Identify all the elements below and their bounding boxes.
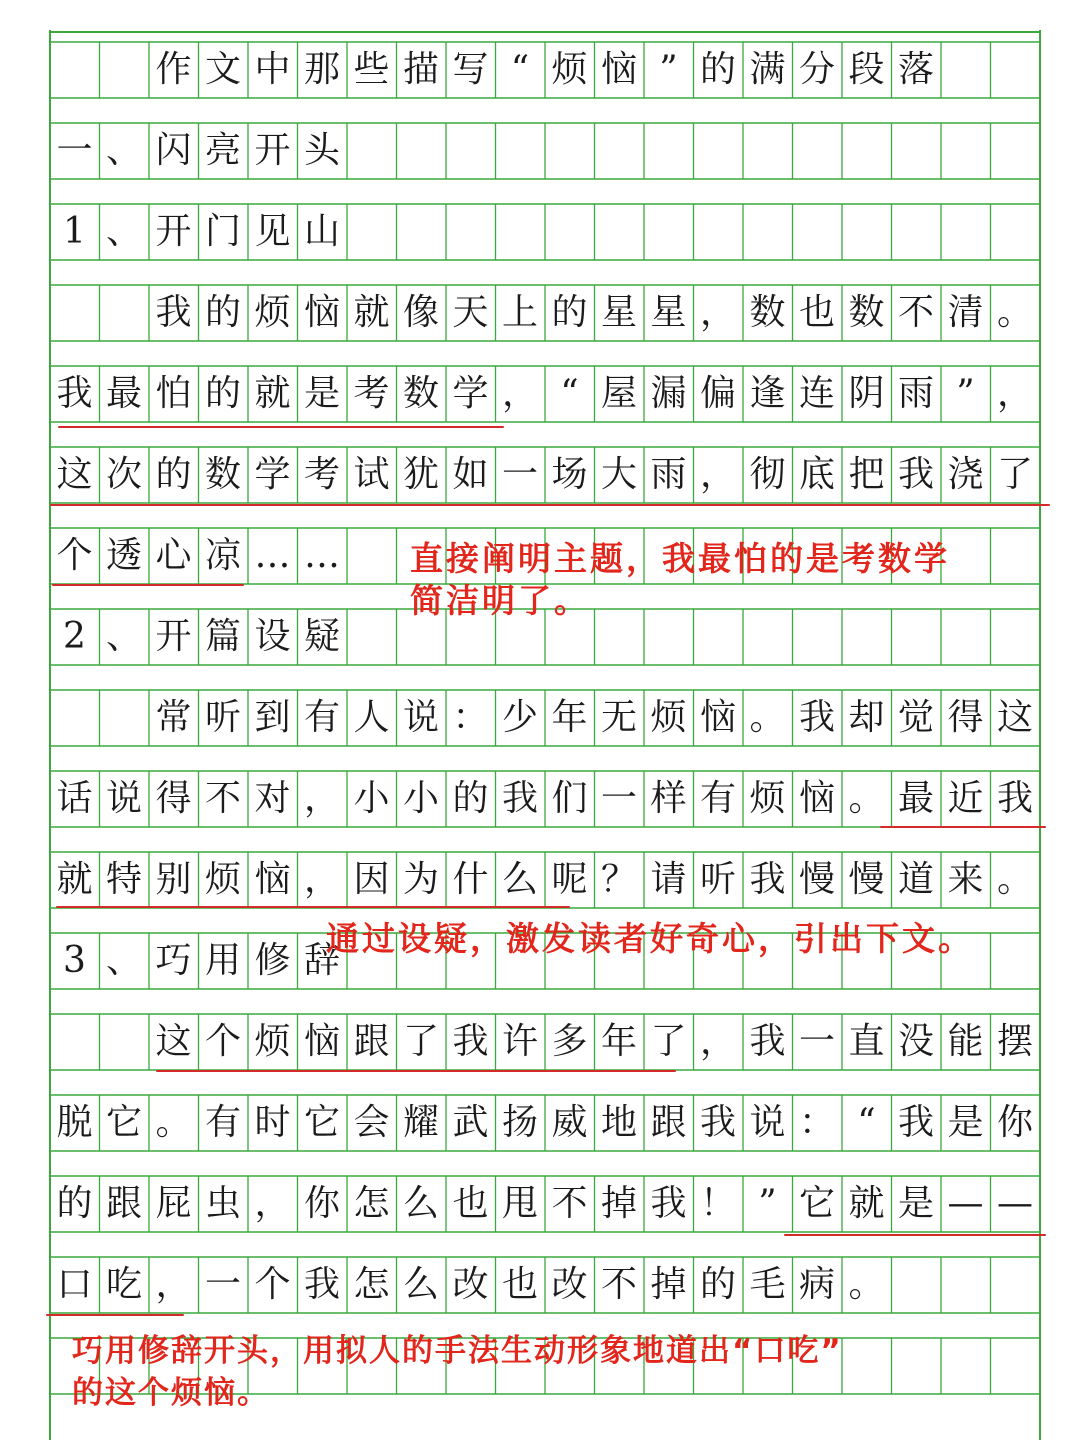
grid-character: 恼 [254, 859, 291, 900]
grid-character: 辞 [303, 940, 340, 981]
grid-character: 星 [650, 292, 687, 333]
grid-character: 烦 [650, 697, 687, 738]
annotation-3-line-2: 的这个烦恼。 [72, 1375, 270, 1411]
grid-character: 掉 [600, 1183, 637, 1224]
grid-character: 特 [105, 859, 142, 900]
grid-character: 设 [254, 616, 291, 657]
grid-character: ： [798, 1102, 835, 1143]
grid-character: 、 [105, 130, 142, 171]
grid-character: 落 [897, 49, 934, 90]
grid-character: 近 [947, 778, 984, 819]
grid-character: ， [155, 1264, 192, 1305]
grid-character: 恼 [699, 697, 736, 738]
grid-character: 恼 [798, 778, 835, 819]
grid-character: 我 [749, 859, 786, 900]
grid-character: 你 [303, 1183, 340, 1224]
grid-character: 跟 [650, 1102, 687, 1143]
grid-character: 也 [501, 1264, 538, 1305]
annotation-3-line-1: 巧用修辞开头，用拟人的手法生动形象地道出“口吃” [72, 1333, 843, 1369]
grid-character: 扬 [501, 1102, 538, 1143]
grid-character: ” [956, 373, 975, 414]
grid-character: 跟 [353, 1021, 390, 1062]
grid-character: 么 [402, 1183, 439, 1224]
grid-character: 屁 [155, 1183, 192, 1224]
grid-character: 。 [996, 292, 1033, 333]
grid-character: 个 [254, 1264, 291, 1305]
grid-character: 了 [650, 1021, 687, 1062]
grid-character: 的 [452, 778, 489, 819]
grid-character: 常 [155, 697, 192, 738]
grid-character: 得 [155, 778, 192, 819]
grid-character: 心 [155, 535, 192, 576]
grid-character: 阴 [848, 373, 885, 414]
grid-character: 一 [501, 454, 538, 495]
grid-character: 我 [303, 1264, 340, 1305]
grid-character: 了 [996, 454, 1033, 495]
grid-character: 巧 [155, 940, 192, 981]
grid-character: 话 [56, 778, 93, 819]
grid-character: 的 [155, 454, 192, 495]
grid-character: 。 [155, 1102, 192, 1143]
grid-character: 什 [452, 859, 489, 900]
grid-character: ？ [600, 859, 637, 900]
grid-character: 天 [452, 292, 489, 333]
grid-character: 如 [452, 454, 489, 495]
grid-character: 凉 [204, 535, 241, 576]
grid-character: 修 [254, 940, 291, 981]
grid-character: 写 [452, 49, 489, 90]
grid-character: 也 [798, 292, 835, 333]
grid-character: 直 [848, 1021, 885, 1062]
grid-character: 别 [155, 859, 192, 900]
grid-character: 试 [353, 454, 390, 495]
grid-character: 慢 [798, 859, 835, 900]
grid-character: 掉 [650, 1264, 687, 1305]
grid-character: 人 [353, 697, 390, 738]
grid-character: 就 [56, 859, 93, 900]
grid-character: ” [659, 49, 678, 90]
grid-character: 学 [452, 373, 489, 414]
grid-character: 我 [650, 1183, 687, 1224]
grid-character: 我 [897, 454, 934, 495]
grid-character: 描 [402, 49, 439, 90]
grid-character: 说 [105, 778, 142, 819]
grid-character: 满 [749, 49, 786, 90]
grid-character: 用 [204, 940, 241, 981]
grid-character: 最 [105, 373, 142, 414]
grid-character: — [997, 1183, 1033, 1224]
grid-character: 作 [155, 49, 192, 90]
grid-character: 威 [551, 1102, 588, 1143]
grid-character: 是 [947, 1102, 984, 1143]
grid-character: 不 [600, 1264, 637, 1305]
grid-character: 亮 [204, 130, 241, 171]
grid-character: 烦 [204, 859, 241, 900]
grid-character: 会 [353, 1102, 390, 1143]
grid-character: 我 [501, 778, 538, 819]
grid-character: 恼 [600, 49, 637, 90]
grid-character: 口 [56, 1264, 93, 1305]
grid-character: ， [501, 373, 538, 414]
grid-character: 开 [254, 130, 291, 171]
grid-character: 次 [105, 454, 142, 495]
grid-character: 透 [105, 535, 142, 576]
grid-character: 甩 [501, 1183, 538, 1224]
grid-character: 跟 [105, 1183, 142, 1224]
grid-character: 恼 [303, 1021, 340, 1062]
grid-character: 时 [254, 1102, 291, 1143]
grid-character: 听 [204, 697, 241, 738]
grid-character: 小 [402, 778, 439, 819]
grid-character: ， [699, 292, 736, 333]
grid-character: 2 [63, 616, 86, 657]
underline-1 [58, 426, 504, 428]
grid-character: 犹 [402, 454, 439, 495]
grid-character: 年 [551, 697, 588, 738]
grid-character: 我 [56, 373, 93, 414]
grid-character: 个 [204, 1021, 241, 1062]
grid-character: ， [254, 1183, 291, 1224]
underline-2 [50, 504, 1050, 506]
underline-7 [784, 1234, 1046, 1236]
grid-character: 恼 [303, 292, 340, 333]
grid-character: 没 [897, 1021, 934, 1062]
grid-character: ， [303, 778, 340, 819]
annotation-2 [326, 918, 974, 960]
grid-character: 有 [303, 697, 340, 738]
grid-character: 烦 [254, 1021, 291, 1062]
grid-character: 一 [798, 1021, 835, 1062]
grid-character: 摆 [996, 1021, 1033, 1062]
grid-character: 的 [204, 292, 241, 333]
grid-character: 的 [699, 49, 736, 90]
grid-character: “ [857, 1102, 876, 1143]
grid-character: 数 [848, 292, 885, 333]
grid-character: 是 [303, 373, 340, 414]
grid-character: 烦 [749, 778, 786, 819]
grid-character: 道 [897, 859, 934, 900]
grid-character: ， [996, 373, 1033, 414]
grid-character: “ [510, 49, 530, 90]
annotation-3 [72, 1330, 843, 1414]
grid-character: 有 [204, 1102, 241, 1143]
grid-character: 的 [204, 373, 241, 414]
grid-character: 连 [798, 373, 835, 414]
grid-character: 我 [155, 292, 192, 333]
grid-character: 3 [63, 940, 86, 981]
grid-character: 来 [947, 859, 984, 900]
grid-character: 屋 [600, 373, 637, 414]
grid-character: 大 [600, 454, 637, 495]
grid-character: 学 [254, 454, 291, 495]
grid-character: 它 [105, 1102, 142, 1143]
grid-character: 把 [848, 454, 885, 495]
grid-character: 小 [353, 778, 390, 819]
grid-character: 的 [551, 292, 588, 333]
grid-character: 彻 [749, 454, 786, 495]
grid-character: 疑 [303, 616, 340, 657]
grid-character: 脱 [56, 1102, 93, 1143]
grid-character: 、 [105, 940, 142, 981]
underline-4 [880, 826, 1046, 828]
grid-character: ” [758, 1183, 777, 1224]
grid-character: 能 [947, 1021, 984, 1062]
grid-character: ， [699, 454, 736, 495]
grid-character: 这 [155, 1021, 192, 1062]
grid-character: 考 [353, 373, 390, 414]
grid-character: 、 [105, 211, 142, 252]
grid-character: 怕 [155, 373, 192, 414]
grid-character: 慢 [848, 859, 885, 900]
grid-character: 虫 [204, 1183, 241, 1224]
grid-character: ， [303, 859, 340, 900]
grid-character: 呢 [551, 859, 588, 900]
grid-character: “ [560, 373, 579, 414]
grid-character: 我 [798, 697, 835, 738]
grid-character: 也 [452, 1183, 489, 1224]
grid-character: 、 [105, 616, 142, 657]
grid-character: 地 [600, 1102, 637, 1143]
grid-character: 觉 [897, 697, 934, 738]
grid-character: 我 [699, 1102, 736, 1143]
grid-character: 。 [848, 778, 885, 819]
grid-character: 毛 [749, 1264, 786, 1305]
grid-character: 这 [56, 454, 93, 495]
grid-character: 说 [402, 697, 439, 738]
annotation-1 [410, 538, 950, 622]
grid-character: 山 [303, 211, 340, 252]
grid-character: 是 [897, 1183, 934, 1224]
underline-6 [156, 1070, 676, 1072]
grid-character: 中 [254, 49, 291, 90]
grid-character: 就 [848, 1183, 885, 1224]
grid-character: ！ [699, 1183, 736, 1224]
grid-character: 你 [996, 1102, 1033, 1143]
grid-character: 。 [749, 697, 786, 738]
grid-character: 数 [204, 454, 241, 495]
grid-character: 些 [353, 49, 390, 90]
grid-character: 它 [303, 1102, 340, 1143]
grid-character: 得 [947, 697, 984, 738]
grid-character: 不 [551, 1183, 588, 1224]
grid-character: 们 [551, 778, 588, 819]
grid-character: 浇 [947, 454, 984, 495]
grid-character: 最 [897, 778, 934, 819]
grid-character: 一 [204, 1264, 241, 1305]
grid-character: 闪 [155, 130, 192, 171]
grid-character: 许 [501, 1021, 538, 1062]
grid-character: 那 [303, 49, 340, 90]
grid-character: 病 [798, 1264, 835, 1305]
grid-character: 底 [798, 454, 835, 495]
grid-character: 么 [402, 1264, 439, 1305]
grid-character: 怎 [353, 1264, 390, 1305]
grid-character: 数 [749, 292, 786, 333]
grid-character: 样 [650, 778, 687, 819]
grid-character: — [947, 1183, 984, 1224]
grid-character: 多 [551, 1021, 588, 1062]
grid-character: 雨 [650, 454, 687, 495]
grid-character: 烦 [551, 49, 588, 90]
grid-character: 篇 [204, 616, 241, 657]
grid-character: 就 [353, 292, 390, 333]
grid-character: 。 [848, 1264, 885, 1305]
grid-character: … [254, 535, 291, 576]
grid-character: 头 [303, 130, 340, 171]
grid-character: 见 [254, 211, 291, 252]
grid-character: 段 [848, 49, 885, 90]
grid-character: 。 [996, 859, 1033, 900]
grid-character: 清 [947, 292, 984, 333]
underline-8 [46, 1314, 184, 1316]
grid-character: 文 [204, 49, 241, 90]
underline-3 [52, 584, 244, 586]
annotation-2-line-1: 通过设疑，激发读者好奇心，引出下文。 [326, 919, 974, 958]
grid-character: 我 [897, 1102, 934, 1143]
grid-character: 耀 [402, 1102, 439, 1143]
grid-character: 像 [402, 292, 439, 333]
grid-character: 怎 [353, 1183, 390, 1224]
grid-character: 的 [699, 1264, 736, 1305]
grid-character: 说 [749, 1102, 786, 1143]
grid-character: 考 [303, 454, 340, 495]
grid-character: 逢 [749, 373, 786, 414]
grid-character: … [304, 535, 340, 576]
grid-character: 星 [600, 292, 637, 333]
grid-character: 1 [63, 211, 86, 252]
grid-character: 有 [699, 778, 736, 819]
grid-character: 场 [551, 454, 588, 495]
grid-character: 了 [402, 1021, 439, 1062]
grid-character: 武 [452, 1102, 489, 1143]
grid-character: 么 [501, 859, 538, 900]
grid-character: 我 [996, 778, 1033, 819]
grid-character: 我 [452, 1021, 489, 1062]
grid-character: 年 [600, 1021, 637, 1062]
grid-character: 烦 [254, 292, 291, 333]
grid-character: 听 [699, 859, 736, 900]
grid-character: 偏 [699, 373, 736, 414]
grid-character: 不 [204, 778, 241, 819]
annotation-1-line-1: 直接阐明主题，我最怕的是考数学 [410, 539, 950, 578]
grid-character: 少 [501, 697, 538, 738]
annotation-1-line-2: 简洁明了。 [410, 581, 590, 620]
grid-character: 它 [798, 1183, 835, 1224]
grid-character: 为 [402, 859, 439, 900]
grid-character: 分 [798, 49, 835, 90]
grid-character: 因 [353, 859, 390, 900]
grid-character: 数 [402, 373, 439, 414]
grid-character: ， [699, 1021, 736, 1062]
grid-character: 无 [600, 697, 637, 738]
grid-character: 不 [897, 292, 934, 333]
grid-character: 一 [56, 130, 93, 171]
grid-character: 就 [254, 373, 291, 414]
grid-character: 吃 [105, 1264, 142, 1305]
grid-character: 开 [155, 211, 192, 252]
grid-character: 雨 [897, 373, 934, 414]
grid-character: 对 [254, 778, 291, 819]
grid-character: ： [452, 697, 489, 738]
grid-character: 改 [551, 1264, 588, 1305]
grid-character: 到 [254, 697, 291, 738]
grid-character: 改 [452, 1264, 489, 1305]
grid-character: 这 [996, 697, 1033, 738]
grid-character: 开 [155, 616, 192, 657]
grid-character: 却 [848, 697, 885, 738]
grid-character: 漏 [650, 373, 687, 414]
grid-character: 上 [501, 292, 538, 333]
underline-5 [56, 906, 570, 908]
grid-character: 个 [56, 535, 93, 576]
grid-character: 请 [650, 859, 687, 900]
grid-character: 的 [56, 1183, 93, 1224]
grid-character: 门 [204, 211, 241, 252]
grid-character: 一 [600, 778, 637, 819]
grid-character: 我 [749, 1021, 786, 1062]
